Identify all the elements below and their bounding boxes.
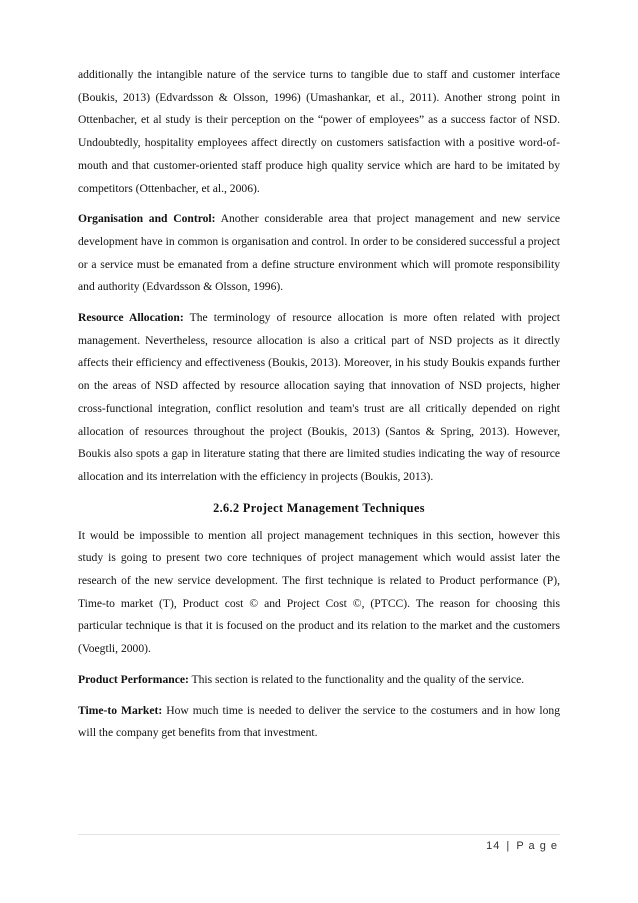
page-label: P a g e [516,840,558,852]
paragraph-resource-allocation [78,307,560,489]
time-to-market-title: Time-to Market: [78,703,163,717]
product-performance-title: Product Performance: [78,672,189,686]
footer-divider [78,834,560,835]
paragraph-product-performance [78,669,560,692]
time-to-market-body: How much time is needed to deliver the service to the costumers and in how long will the company get benefits from that investment. [78,703,560,740]
paragraph-organisation-control [78,208,560,299]
document-page [78,64,560,753]
product-performance-body: This section is related to the functionality and the quality of the service. [188,672,525,686]
resource-allocation-body: The terminology of resource allocation is more often related with project management. Nevertheless, resource allocation is also a critical part of NSD projects as it directly affects their efficiency and effectiveness (Boukis, 2013). Moreover, in his study Boukis expands further on the areas of NSD affected by resource allocation saying that innovation of NSD projects, higher cross-functional integration, conflict resolution and team's trust are all critically depended on right allocation of resources throughout the project (Boukis, 2013) (Santos & Spring, 2013). However, Boukis also spots a gap in literature stating that there are limited studies indicating the way of resource allocation and its interrelation with the efficiency in projects (Boukis, 2013). [78,311,560,483]
paragraph-time-to-market [78,700,560,745]
organisation-control-title: Organisation and Control: [78,212,216,226]
paragraph-intangible-service: additionally the intangible nature of the service turns to tangible due to staff and customer interface (Boukis, 2013) (Edvardsson & Olsson, 1996) (Umashankar, et al., 2011). Another strong point in Ottenbacher, et al study is their perception on the “power of employees” as a success factor of NSD. Undoubtedly, hospitality employees affect directly on customers satisfaction with a positive word-of-mouth and that customer-oriented staff produce high quality service which are hard to be imitated by competitors (Ottenbacher, et al., 2006). [78,68,560,195]
footer-separator: | [506,840,511,852]
page-footer [486,840,558,852]
paragraph-techniques: It would be impossible to mention all project management techniques in this section, however this study is going to present two core techniques of project management which would assist later the research of the new service development. The first technique is related to Product performance (P), Time-to market (T), Product cost © and Project Cost ©, (PTCC). The reason for choosing this particular technique is that it is focused on the product and its relation to the market and the customers (Voegtli, 2000). [78,528,560,656]
section-heading: 2.6.2 Project Management Techniques [213,500,425,515]
resource-allocation-title: Resource Allocation: [78,311,184,325]
page-number: 14 [486,840,501,852]
organisation-control-body: Another considerable area that project management and new service development have in common is organisation and control. In order to be considered successful a project or a service must be emanated from a define structure environment which will promote responsibility and authority (Edvardsson & Olsson, 1996). [78,212,560,294]
